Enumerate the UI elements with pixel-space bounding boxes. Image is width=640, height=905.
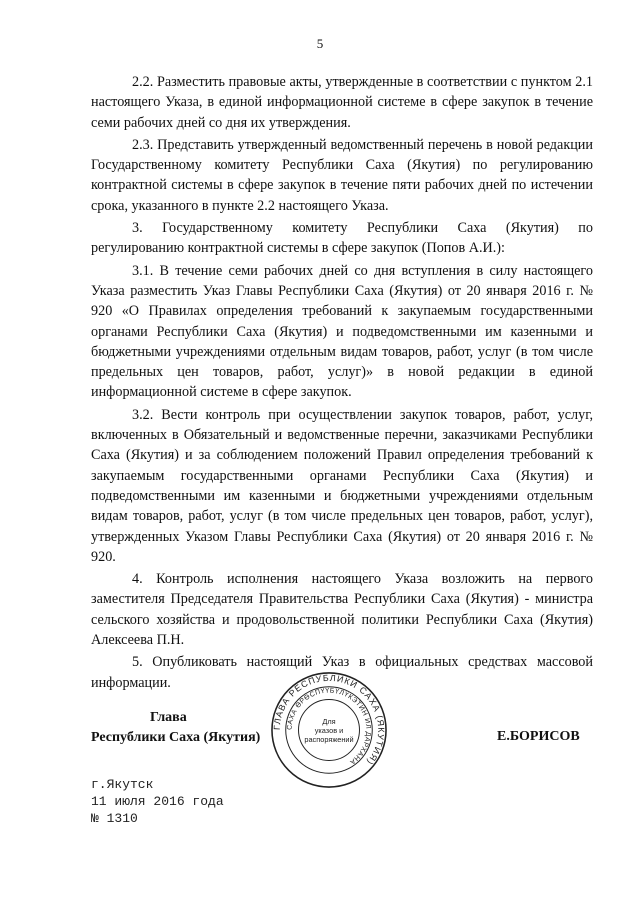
footer-number: № 1310 [91,811,138,826]
stamp-center-line1: Для [322,717,336,727]
page-number: 5 [316,36,324,51]
paragraph-2-2: 2.2. Разместить правовые акты, утвержденные в соответствии с пунктом 2.1 настоящего Указа, в единой информационной системе в сфере закупок в течение семи рабочих дней со дня их утверждения. [91,74,593,131]
signatory-title-line2: Республики Саха (Якутия) [91,730,261,745]
footer-city: г.Якутск [91,777,154,792]
document-footer [91,776,224,827]
footer-date: 11 июля 2016 года [91,794,224,809]
signatory-title [91,708,281,748]
paragraph-5: 5. Опубликовать настоящий Указ в официальных средствах массовой информации. [91,654,593,691]
official-seal-stamp [270,671,388,789]
document-body [91,72,593,695]
stamp-center-line2: указов и [314,725,344,735]
paragraph-4: 4. Контроль исполнения настоящего Указа возложить на первого заместителя Председателя Правительства Республики Саха (Якутия) - министра сельского хозяйства и продовольственной политики Республики Саха (Якутия) Алексеева П.Н. [91,571,593,649]
signatory-name: Е.БОРИСОВ [497,729,580,744]
stamp-outer-text: ГЛАВА РЕСПУБЛИКИ САХА (ЯКУТИЯ) [271,672,387,768]
stamp-center-line3: распоряжений [304,734,354,744]
paragraph-2-3: 2.3. Представить утвержденный ведомственный перечень в новой редакции Государственному комитету Республики Саха (Якутия) по регулированию контрактной системы в сфере закупок в течение пяти рабочих дней по истечении срока, указанного в пункте 2.2 настоящего Указа. [91,136,593,214]
paragraph-3-2: 3.2. Вести контроль при осуществлении закупок товаров, работ, услуг, включенных в Обязательный и ведомственные перечни, заказчиками Республики Саха (Якутия) и за соблюдением положений Правил определения требований к закупаемым государственными органами Республики Саха (Якутия) и подведомственными им казенными и бюджетными учреждениями отдельным видам товаров, работ, услуг (в том числе предельных цен товаров, работ, услуг), утвержденных Указом Главы Республики Саха (Якутия) от 20 января 2016 г. № 920. [91,406,593,565]
paragraph-3-1: 3.1. В течение семи рабочих дней со дня вступления в силу настоящего Указа разместить Указ Главы Республики Саха (Якутия) от 20 января 2016 г. № 920 «О Правилах определения требований к закупаемым государственными органами Республики Саха (Якутия) и подведомственными им казенными и бюджетными учреждениями отдельным видам товаров, работ, услуг (в том числе предельных цен товаров, работ, услуг)» в новой редакции в единой информационной системе в сфере закупок. [91,262,593,401]
signatory-title-line1: Глава [150,710,187,725]
paragraph-3: 3. Государственному комитету Республики Саха (Якутия) по регулированию контрактной системы в сфере закупок (Попов А.И.): [91,220,593,257]
stamp-inner-text: САХА ӨРӨСПҮҮБҮЛҮКЭТИН ИЛ ДАРХАНА [286,687,372,766]
